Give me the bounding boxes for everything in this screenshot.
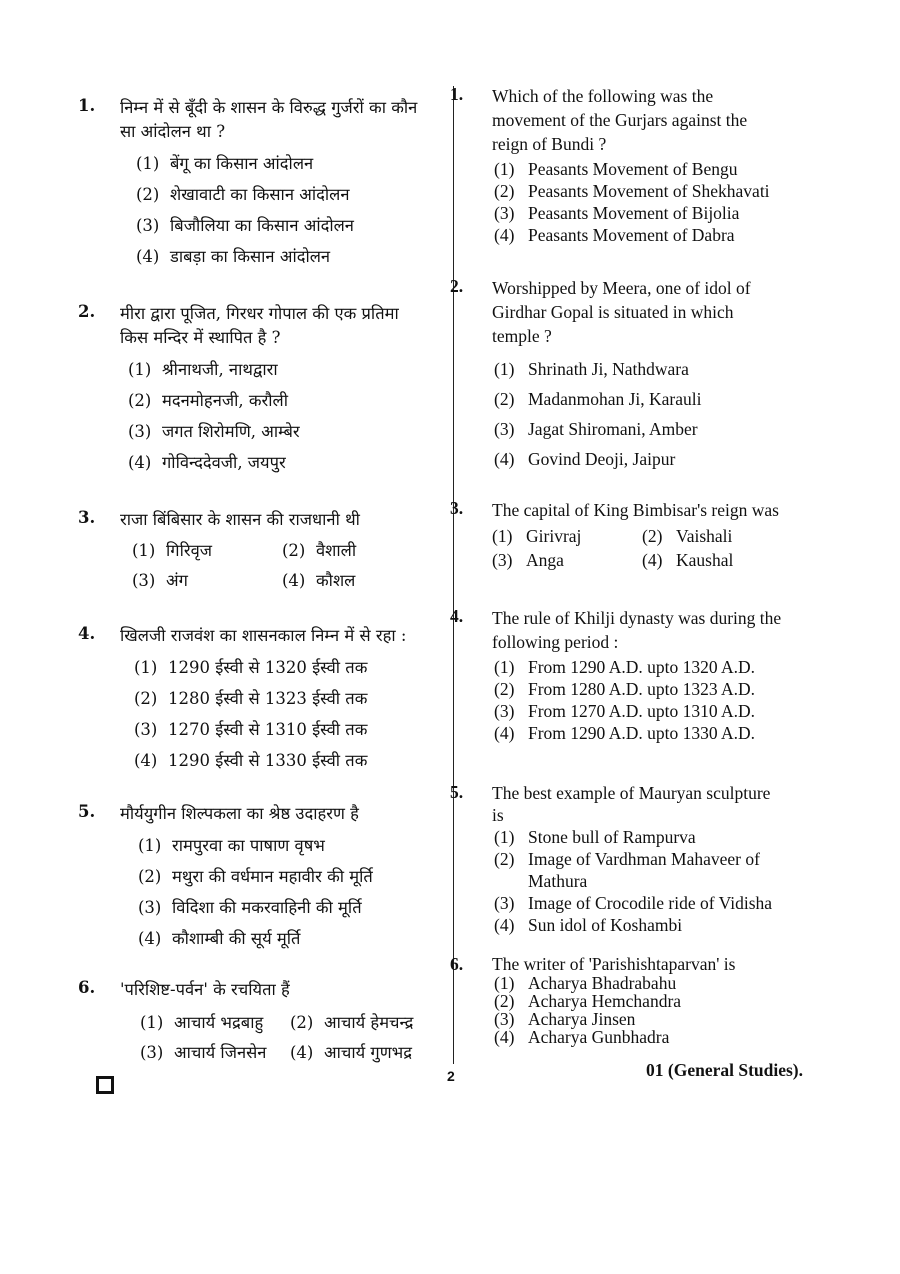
question-text: 'परिशिष्ट-पर्वन' के रचयिता हैं xyxy=(120,980,290,999)
question-text: Which of the following was the movement of the Gurjars against the reign of Bundi ? xyxy=(492,86,748,154)
question-3-hi xyxy=(68,508,428,596)
option: (1) From 1290 A.D. upto 1320 A.D. xyxy=(494,657,756,677)
option: (3) Image of Crocodile ride of Vidisha xyxy=(494,893,773,913)
question-text: The rule of Khilji dynasty was during the following period : xyxy=(492,608,782,652)
option: (2) Peasants Movement of Shekhavati xyxy=(494,181,770,201)
option: (1) Girivraj xyxy=(492,526,582,546)
question-number: 4. xyxy=(450,606,464,626)
question-3-en xyxy=(440,498,785,572)
option: (2) Madanmohan Ji, Karauli xyxy=(494,389,702,409)
question-text: मौर्ययुगीन शिल्पकला का श्रेष्ठ उदाहरण है xyxy=(120,804,359,823)
option: (3) अंग xyxy=(132,571,188,590)
question-number: 5. xyxy=(78,802,96,821)
question-text: खिलजी राजवंश का शासनकाल निम्न में से रहा : xyxy=(120,626,407,645)
option: (4) आचार्य गुणभद्र xyxy=(290,1043,413,1062)
page-number: 2 xyxy=(447,1068,455,1084)
question-2-hi xyxy=(68,302,428,478)
option: (3) आचार्य जिनसेन xyxy=(140,1043,267,1062)
option: (2) Image of Vardhman Mahaveer of Mathura xyxy=(494,849,760,891)
question-number: 3. xyxy=(450,498,464,518)
question-6-en xyxy=(440,954,785,1046)
option: (4) From 1290 A.D. upto 1330 A.D. xyxy=(494,723,756,743)
option: (2) मथुरा की वर्धमान महावीर की मूर्ति xyxy=(138,867,373,886)
option: (4) Acharya Gunbhadra xyxy=(494,1027,670,1047)
question-6-hi xyxy=(68,978,428,1068)
option: (4) Govind Deoji, Jaipur xyxy=(494,449,676,469)
option: (3) जगत शिरोमणि, आम्बेर xyxy=(128,422,300,441)
option: (2) शेखावाटी का किसान आंदोलन xyxy=(136,185,350,204)
option: (2) वैशाली xyxy=(282,541,357,560)
english-column xyxy=(440,84,785,1046)
question-1-en xyxy=(440,84,785,246)
option: (4) 1290 ईस्वी से 1330 ईस्वी तक xyxy=(134,751,368,770)
option: (1) Peasants Movement of Bengu xyxy=(494,159,738,179)
option: (1) रामपुरवा का पाषाण वृषभ xyxy=(138,836,325,855)
option: (3) Acharya Jinsen xyxy=(494,1009,636,1029)
question-2-en xyxy=(440,276,785,474)
option: (2) आचार्य हेमचन्द्र xyxy=(290,1013,414,1032)
question-text: The writer of 'Parishishtaparvan' is xyxy=(492,954,736,974)
option: (2) Acharya Hemchandra xyxy=(494,991,682,1011)
option: (3) 1270 ईस्वी से 1310 ईस्वी तक xyxy=(134,720,368,739)
option: (4) कौशल xyxy=(282,571,356,590)
question-1-hi xyxy=(68,96,428,272)
option: (4) डाबड़ा का किसान आंदोलन xyxy=(136,247,331,266)
option: (3) Jagat Shiromani, Amber xyxy=(494,419,698,439)
question-text: राजा बिंबिसार के शासन की राजधानी थी xyxy=(120,510,360,529)
paper-code: 01 (General Studies). xyxy=(646,1060,804,1080)
option: (2) From 1280 A.D. upto 1323 A.D. xyxy=(494,679,756,699)
option: (1) श्रीनाथजी, नाथद्वारा xyxy=(128,360,278,379)
question-number: 3. xyxy=(78,508,96,527)
question-text: The best example of Mauryan sculpture is xyxy=(492,783,771,825)
question-text: मीरा द्वारा पूजित, गिरधर गोपाल की एक प्रतिमा किस मन्दिर में स्थापित है ? xyxy=(120,304,399,347)
option: (3) विदिशा की मकरवाहिनी की मूर्ति xyxy=(138,898,362,917)
question-5-hi xyxy=(68,802,428,954)
question-number: 1. xyxy=(450,84,464,104)
option: (4) कौशाम्बी की सूर्य मूर्ति xyxy=(138,929,301,948)
option: (3) Anga xyxy=(492,550,564,570)
option: (2) Vaishali xyxy=(642,526,733,546)
option: (1) आचार्य भद्रबाहु xyxy=(140,1013,264,1032)
question-text: Worshipped by Meera, one of idol of Girdhar Gopal is situated in which temple ? xyxy=(492,278,751,346)
question-number: 4. xyxy=(78,624,96,643)
question-text: निम्न में से बूँदी के शासन के विरुद्ध गुर्जरों का कौन सा आंदोलन था ? xyxy=(120,98,418,141)
option: (3) From 1270 A.D. upto 1310 A.D. xyxy=(494,701,756,721)
option: (1) बेंगू का किसान आंदोलन xyxy=(136,154,314,173)
question-number: 5. xyxy=(450,782,464,802)
registration-mark-square xyxy=(96,1076,114,1094)
question-4-hi xyxy=(68,624,428,776)
option: (4) गोविन्ददेवजी, जयपुर xyxy=(128,453,286,472)
hindi-column xyxy=(68,84,428,1068)
question-number: 6. xyxy=(78,978,96,997)
question-5-en xyxy=(440,782,785,936)
option: (1) गिरिवृज xyxy=(132,541,213,560)
question-number: 1. xyxy=(78,96,96,115)
option: (2) 1280 ईस्वी से 1323 ईस्वी तक xyxy=(134,689,368,708)
option: (4) Kaushal xyxy=(642,550,734,570)
option: (1) Acharya Bhadrabahu xyxy=(494,973,677,993)
question-4-en xyxy=(440,606,785,744)
option: (1) Shrinath Ji, Nathdwara xyxy=(494,359,689,379)
question-text: The capital of King Bimbisar's reign was xyxy=(492,500,779,520)
question-number: 2. xyxy=(450,276,464,296)
question-number: 6. xyxy=(450,954,464,974)
option: (1) Stone bull of Rampurva xyxy=(494,827,696,847)
option: (4) Peasants Movement of Dabra xyxy=(494,225,735,245)
option: (1) 1290 ईस्वी से 1320 ईस्वी तक xyxy=(134,658,368,677)
option: (4) Sun idol of Koshambi xyxy=(494,915,683,935)
option: (3) Peasants Movement of Bijolia xyxy=(494,203,740,223)
option: (2) मदनमोहनजी, करौली xyxy=(128,391,289,410)
question-number: 2. xyxy=(78,302,96,321)
option: (3) बिजौलिया का किसान आंदोलन xyxy=(136,216,354,235)
